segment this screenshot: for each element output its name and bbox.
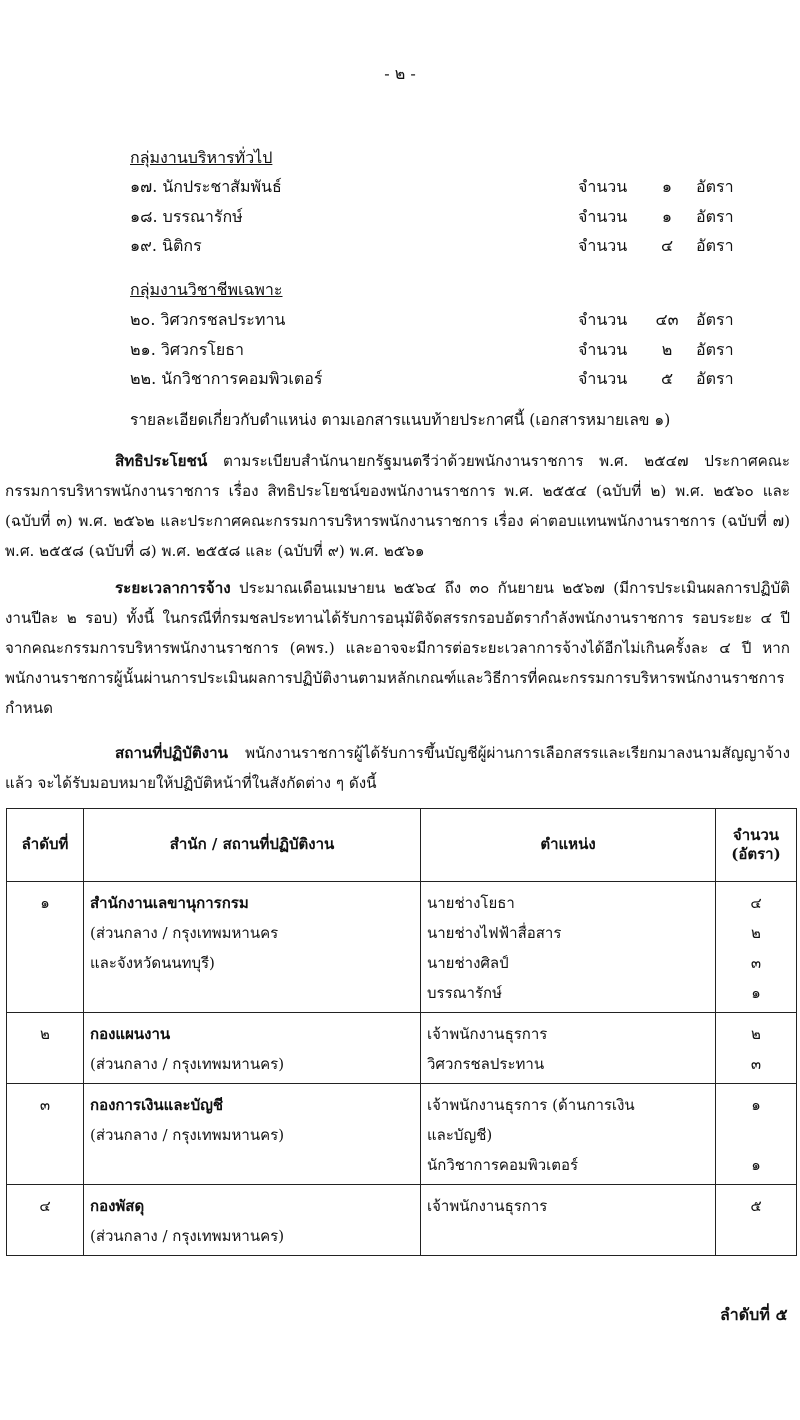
table-row bbox=[7, 1013, 797, 1084]
office-name: กองแผนงาน bbox=[90, 1025, 171, 1043]
group-heading-general-admin: กลุ่มงานบริหารทั่วไป bbox=[130, 148, 273, 167]
row-positions bbox=[421, 1084, 716, 1185]
position-row bbox=[130, 310, 740, 334]
header-office: สำนัก / สถานที่ปฏิบัติงาน bbox=[84, 809, 421, 882]
employment-period-text: ประมาณเดือนเมษายน ๒๕๖๔ ถึง ๓๐ กันยายน ๒๕๖๗ (มีการประเมินผลการปฏิบัติงานปีละ ๒ รอบ) ทั้งนี้ ในกรณีที่กรมชลประทานได้รับการอนุมัติจัดสรรกรอบอัตรากำลังพนักงานราชการ รอบระยะ ๔ ปี จากคณะกรรมการบริหารพนักงานราชการ (คพร.) และอาจจะมีการต่อระยะเวลาการจ้างได้อีกไม่เกินครั้งละ ๔ ปี หากพนักงานราชการผู้นั้นผ่านการประเมินผลการปฏิบัติงานตามหลักเกณฑ์และวิธีการที่คณะกรรมการบริหารพนักงานราชการกำหนด bbox=[5, 579, 791, 717]
position-name: ๒๑. วิศวกรโยธา bbox=[130, 340, 244, 359]
count-label: จำนวน bbox=[578, 177, 628, 196]
header-count bbox=[716, 809, 797, 882]
workplace-heading: สถานที่ปฏิบัติงาน bbox=[115, 744, 229, 762]
position-count: ๑ bbox=[751, 984, 761, 1002]
office-location: (ส่วนกลาง / กรุงเทพมหานคร) bbox=[90, 1126, 285, 1144]
office-location: (ส่วนกลาง / กรุงเทพมหานคร bbox=[90, 924, 279, 942]
header-count-line1: จำนวน bbox=[732, 825, 780, 844]
office-location: และจังหวัดนนทบุรี) bbox=[90, 954, 215, 972]
position-count: ๑ bbox=[661, 207, 673, 226]
count-label: จำนวน bbox=[578, 207, 628, 226]
employment-period-heading: ระยะเวลาการจ้าง bbox=[115, 579, 231, 597]
position-row bbox=[130, 236, 740, 260]
position-row bbox=[130, 369, 740, 393]
employment-period-paragraph bbox=[5, 573, 790, 723]
position-count: ๓ bbox=[750, 954, 762, 972]
position-name: ๑๘. บรรณารักษ์ bbox=[130, 207, 243, 226]
continued-marker: ลำดับที่ ๕ bbox=[720, 1305, 788, 1324]
benefits-heading: สิทธิประโยชน์ bbox=[115, 452, 208, 470]
workplace-table bbox=[6, 808, 797, 1256]
count-unit: อัตรา bbox=[696, 369, 734, 388]
position-count: ๒ bbox=[751, 924, 761, 942]
position-row bbox=[130, 340, 740, 364]
row-order: ๑ bbox=[7, 882, 84, 1013]
position-title: นักวิชาการคอมพิวเตอร์ bbox=[427, 1156, 579, 1174]
table-header-row bbox=[7, 809, 797, 882]
position-name: ๒๒. นักวิชาการคอมพิวเตอร์ bbox=[130, 369, 323, 388]
row-office bbox=[84, 1013, 421, 1084]
count-label: จำนวน bbox=[578, 310, 628, 329]
count-unit: อัตรา bbox=[696, 310, 734, 329]
benefits-paragraph bbox=[5, 446, 790, 566]
count-unit: อัตรา bbox=[696, 177, 734, 196]
row-office bbox=[84, 882, 421, 1013]
row-positions bbox=[421, 882, 716, 1013]
office-location: (ส่วนกลาง / กรุงเทพมหานคร) bbox=[90, 1055, 285, 1073]
row-positions bbox=[421, 1013, 716, 1084]
row-order: ๔ bbox=[7, 1185, 84, 1256]
row-counts bbox=[716, 882, 797, 1013]
position-count: ๔ bbox=[660, 236, 674, 255]
position-count: ๕ bbox=[660, 369, 674, 388]
table-row bbox=[7, 1084, 797, 1185]
row-office bbox=[84, 1185, 421, 1256]
count-spacer bbox=[722, 1120, 790, 1150]
position-title: วิศวกรชลประทาน bbox=[427, 1055, 545, 1073]
count-label: จำนวน bbox=[578, 340, 628, 359]
office-location: (ส่วนกลาง / กรุงเทพมหานคร) bbox=[90, 1227, 285, 1245]
position-count: ๕ bbox=[750, 1197, 762, 1215]
workplace-paragraph bbox=[5, 738, 790, 798]
header-count-line2: (อัตรา) bbox=[731, 845, 781, 863]
row-counts bbox=[716, 1185, 797, 1256]
count-unit: อัตรา bbox=[696, 340, 734, 359]
header-position: ตำแหน่ง bbox=[421, 809, 716, 882]
benefits-text: ตามระเบียบสำนักนายกรัฐมนตรีว่าด้วยพนักงานราชการ พ.ศ. ๒๕๔๗ ประกาศคณะกรรมการบริหารพนักงานราชการ เรื่อง สิทธิประโยชน์ของพนักงานราชการ พ.ศ. ๒๕๕๔ (ฉบับที่ ๒) พ.ศ. ๒๕๖๐ และ (ฉบับที่ ๓) พ.ศ. ๒๕๖๒ และประกาศคณะกรรมการบริหารพนักงานราชการ เรื่อง ค่าตอบแทนพนักงานราชการ (ฉบับที่ ๗) พ.ศ. ๒๕๕๘ (ฉบับที่ ๘) พ.ศ. ๒๕๕๘ และ (ฉบับที่ ๙) พ.ศ. ๒๕๖๑ bbox=[5, 452, 790, 560]
position-title: เจ้าพนักงานธุรการ bbox=[427, 1197, 548, 1215]
group-heading-professional: กลุ่มงานวิชาชีพเฉพาะ bbox=[130, 280, 283, 299]
position-count: ๓ bbox=[750, 1055, 762, 1073]
details-note: รายละเอียดเกี่ยวกับตำแหน่ง ตามเอกสารแนบท้ายประกาศนี้ (เอกสารหมายเลข ๑) bbox=[130, 411, 671, 429]
position-row bbox=[130, 207, 740, 231]
row-counts bbox=[716, 1013, 797, 1084]
position-row bbox=[130, 177, 740, 201]
position-title: และบัญชี) bbox=[427, 1126, 493, 1144]
office-name: กองการเงินและบัญชี bbox=[90, 1096, 224, 1114]
position-title: นายช่างศิลป์ bbox=[427, 954, 509, 972]
count-label: จำนวน bbox=[578, 369, 628, 388]
row-counts bbox=[716, 1084, 797, 1185]
office-name: สำนักงานเลขานุการกรม bbox=[90, 894, 249, 912]
position-title: บรรณารักษ์ bbox=[427, 984, 502, 1002]
office-name: กองพัสดุ bbox=[90, 1197, 145, 1215]
position-name: ๑๙. นิติกร bbox=[130, 236, 202, 255]
position-count: ๒ bbox=[751, 1025, 761, 1043]
count-unit: อัตรา bbox=[696, 236, 734, 255]
position-count: ๑ bbox=[751, 1156, 761, 1174]
table-row bbox=[7, 882, 797, 1013]
table-row bbox=[7, 1185, 797, 1256]
row-order: ๒ bbox=[7, 1013, 84, 1084]
position-count: ๒ bbox=[661, 340, 673, 359]
page-number: - ๒ - bbox=[384, 64, 416, 83]
workplace-text: พนักงานราชการผู้ได้รับการขึ้นบัญชีผู้ผ่านการเลือกสรรและเรียกมาลงนามสัญญาจ้างแล้ว จะได้รับมอบหมายให้ปฏิบัติหน้าที่ในสังกัดต่าง ๆ ดังนี้ bbox=[5, 744, 790, 792]
position-title: นายช่างไฟฟ้าสื่อสาร bbox=[427, 924, 562, 942]
count-unit: อัตรา bbox=[696, 207, 734, 226]
position-title: เจ้าพนักงานธุรการ bbox=[427, 1025, 548, 1043]
row-positions bbox=[421, 1185, 716, 1256]
position-count: ๑ bbox=[751, 1096, 761, 1114]
position-count: ๔๓ bbox=[655, 310, 679, 329]
row-order: ๓ bbox=[7, 1084, 84, 1185]
position-name: ๑๗. นักประชาสัมพันธ์ bbox=[130, 177, 282, 196]
position-title: นายช่างโยธา bbox=[427, 894, 515, 912]
position-name: ๒๐. วิศวกรชลประทาน bbox=[130, 310, 286, 329]
position-title: เจ้าพนักงานธุรการ (ด้านการเงิน bbox=[427, 1096, 635, 1114]
header-order: ลำดับที่ bbox=[7, 809, 84, 882]
position-count: ๑ bbox=[661, 177, 673, 196]
row-office bbox=[84, 1084, 421, 1185]
count-label: จำนวน bbox=[578, 236, 628, 255]
position-count: ๔ bbox=[750, 894, 762, 912]
